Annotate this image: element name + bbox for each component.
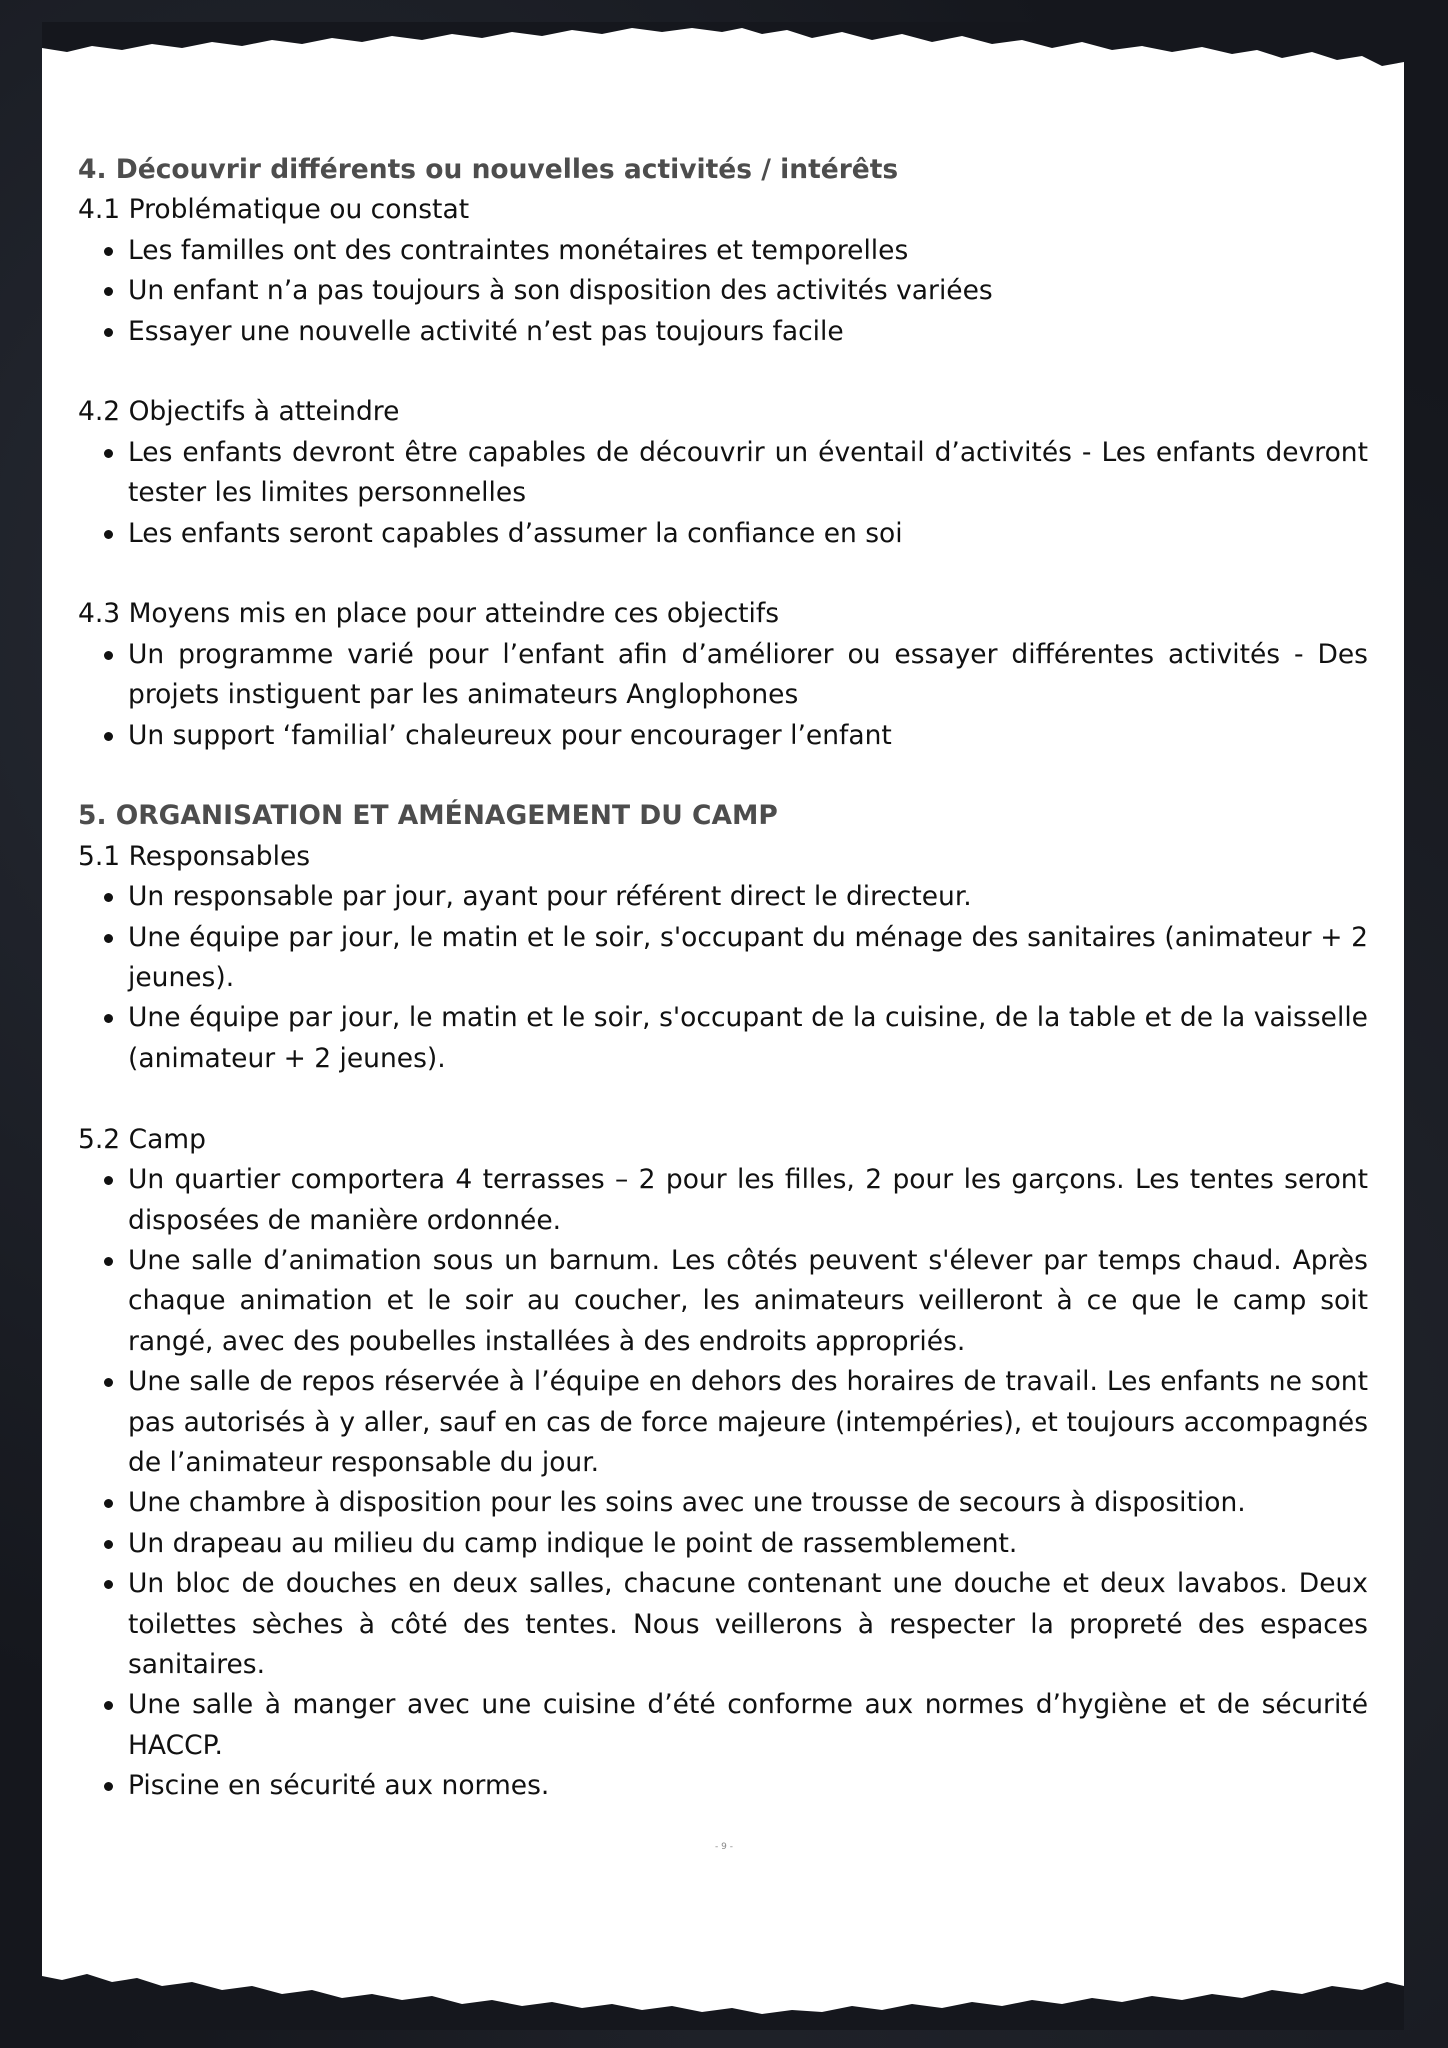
bullet-icon <box>104 1176 113 1185</box>
list-item: Une chambre à disposition pour les soins avec une trousse de secours à disposition. <box>78 1483 1368 1523</box>
bullet-list-5-2 <box>78 1160 1368 1807</box>
spacer <box>78 1079 1368 1119</box>
list-item: Une salle à manger avec une cuisine d’été conforme aux normes d’hygiène et de sécurité HACCP. <box>78 1685 1368 1766</box>
bullet-icon <box>104 732 113 741</box>
bullet-icon <box>104 1014 113 1023</box>
bullet-icon <box>104 1701 113 1710</box>
torn-edge-top <box>42 22 1404 82</box>
bullet-icon <box>104 893 113 902</box>
bullet-icon <box>104 449 113 458</box>
section-4-heading: 4. Découvrir différents ou nouvelles activités / intérêts <box>78 154 899 185</box>
list-item: Une équipe par jour, le matin et le soir, s'occupant du ménage des sanitaires (animateur + 2 jeunes). <box>78 918 1368 999</box>
list-item: Un responsable par jour, ayant pour référent direct le directeur. <box>78 877 1368 917</box>
list-item: Un enfant n’a pas toujours à son disposition des activités variées <box>78 271 1368 311</box>
bullet-icon <box>104 287 113 296</box>
bullet-list-5-1 <box>78 877 1368 1079</box>
list-item: Essayer une nouvelle activité n’est pas toujours facile <box>78 312 1368 352</box>
subsection-4-1-title: 4.1 Problématique ou constat <box>78 194 470 226</box>
list-item: Un bloc de douches en deux salles, chacune contenant une douche et deux lavabos. Deux toilettes sèches à côté des tentes. Nous veillerons à respecter la propreté des espaces sanitaires. <box>78 1564 1368 1685</box>
list-item: Un support ‘familial’ chaleureux pour encourager l’enfant <box>78 716 1368 756</box>
list-item: Une équipe par jour, le matin et le soir, s'occupant de la cuisine, de la table et de la vaisselle (animateur + 2 jeunes). <box>78 998 1368 1079</box>
spacer <box>78 352 1368 392</box>
bullet-icon <box>104 328 113 337</box>
bullet-icon <box>104 1257 113 1266</box>
list-item: Les enfants devront être capables de découvrir un éventail d’activités - Les enfants devront tester les limites personnelles <box>78 433 1368 514</box>
list-item: Un drapeau au milieu du camp indique le point de rassemblement. <box>78 1524 1368 1564</box>
bullet-icon <box>104 1782 113 1791</box>
bullet-list-4-2 <box>78 433 1368 554</box>
list-item: Un programme varié pour l’enfant afin d’améliorer ou essayer différentes activités - Des projets instiguent par les animateurs Anglophones <box>78 635 1368 716</box>
list-item: Les enfants seront capables d’assumer la confiance en soi <box>78 514 1368 554</box>
page-number: - 9 - <box>715 1842 733 1852</box>
spacer <box>78 554 1368 594</box>
document-body <box>78 150 1368 1807</box>
spacer <box>78 756 1368 796</box>
subsection-4-3-title: 4.3 Moyens mis en place pour atteindre ces objectifs <box>78 598 780 630</box>
bullet-icon <box>104 530 113 539</box>
bullet-icon <box>104 651 113 660</box>
list-item: Les familles ont des contraintes monétaires et temporelles <box>78 231 1368 271</box>
bullet-icon <box>104 1540 113 1549</box>
subsection-5-2-title: 5.2 Camp <box>78 1123 206 1155</box>
torn-edge-bottom <box>42 1960 1404 2030</box>
bullet-list-4-3 <box>78 635 1368 756</box>
bullet-icon <box>104 1580 113 1589</box>
list-item: Un quartier comportera 4 terrasses – 2 pour les filles, 2 pour les garçons. Les tentes seront disposées de manière ordonnée. <box>78 1160 1368 1241</box>
bullet-icon <box>104 247 113 256</box>
subsection-5-1-title: 5.1 Responsables <box>78 840 311 872</box>
section-5-heading: 5. ORGANISATION ET AMÉNAGEMENT DU CAMP <box>78 800 778 832</box>
bullet-icon <box>104 934 113 943</box>
bullet-icon <box>104 1378 113 1387</box>
bullet-list-4-1 <box>78 231 1368 352</box>
bullet-icon <box>104 1499 113 1508</box>
list-item: Une salle de repos réservée à l’équipe en dehors des horaires de travail. Les enfants ne sont pas autorisés à y aller, sauf en cas de force majeure (intempéries), et toujours accompagnés de l’animateur responsable du jour. <box>78 1362 1368 1483</box>
list-item: Piscine en sécurité aux normes. <box>78 1766 1368 1806</box>
subsection-4-2-title: 4.2 Objectifs à atteindre <box>78 396 400 428</box>
list-item: Une salle d’animation sous un barnum. Les côtés peuvent s'élever par temps chaud. Après chaque animation et le soir au coucher, les animateurs veilleront à ce que le camp soit rangé, avec des poubelles installées à des endroits appropriés. <box>78 1241 1368 1362</box>
